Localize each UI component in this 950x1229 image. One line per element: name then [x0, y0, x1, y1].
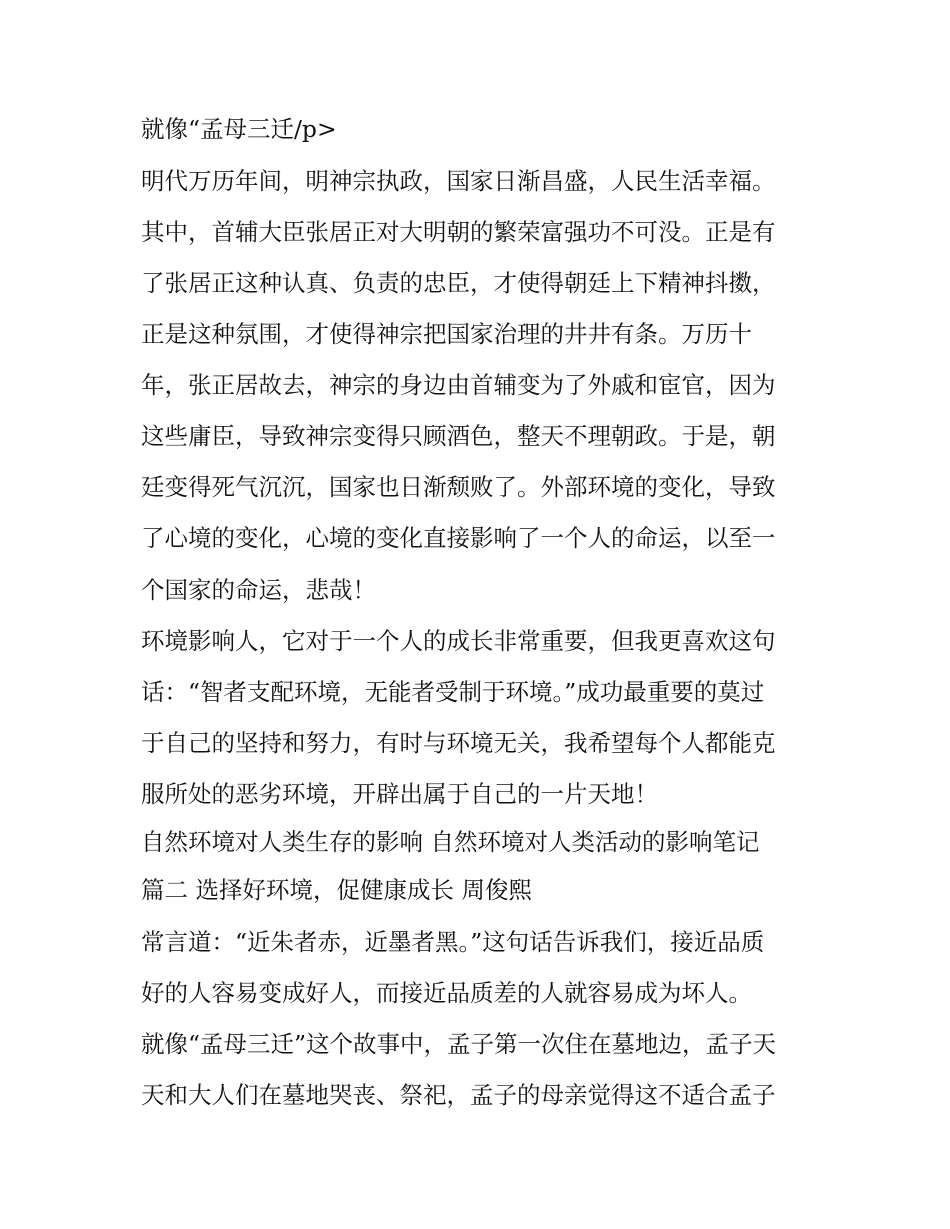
text-line-18: 好的人容易变成好人，而接近品质差的人就容易成为坏人。	[141, 979, 752, 1007]
text-line-2: 明代万历年间，明神宗执政，国家日渐昌盛，人民生活幸福。	[141, 167, 776, 195]
text-line-7: 这些庸臣，导致神宗变得只顾酒色，整天不理朝政。于是，朝	[141, 422, 776, 450]
text-line-10: 个国家的命运，悲哉！	[141, 576, 376, 604]
text-line-15: 自然环境对人类生存的影响 自然环境对人类活动的影响笔记	[141, 828, 760, 856]
text-line-6: 年，张正居故去，神宗的身边由首辅变为了外戚和宦官，因为	[141, 371, 776, 399]
text-line-16: 篇二 选择好环境，促健康成长 周俊熙	[141, 876, 532, 904]
text-line-13: 于自己的坚持和努力，有时与环境无关，我希望每个人都能克	[141, 729, 776, 757]
text-line-4: 了张居正这种认真、负责的忠臣，才使得朝廷上下精神抖擞，	[141, 269, 776, 297]
text-line-5: 正是这种氛围，才使得神宗把国家治理的井井有条。万历十	[141, 320, 752, 348]
text-line-9: 了心境的变化，心境的变化直接影响了一个人的命运，以至一	[141, 524, 776, 552]
text-line-17: 常言道：“近朱者赤，近墨者黑。”这句话告诉我们，接近品质	[141, 928, 765, 956]
text-line-19: 就像“孟母三迁”这个故事中，孟子第一次住在墓地边，孟子天	[141, 1030, 777, 1058]
text-line-8: 廷变得死气沉沉，国家也日渐颓败了。外部环境的变化，导致	[141, 473, 776, 501]
text-line-3: 其中，首辅大臣张居正对大明朝的繁荣富强功不可没。正是有	[141, 218, 776, 246]
text-line-12: 话：“智者支配环境，无能者受制于环境。”成功最重要的莫过	[141, 678, 765, 706]
text-line-14: 服所处的恶劣环境，开辟出属于自己的一片天地！	[141, 780, 658, 808]
text-line-11: 环境影响人，它对于一个人的成长非常重要，但我更喜欢这句	[141, 627, 776, 655]
text-line-1: 就像“孟母三迁/p>	[141, 115, 337, 143]
text-line-20: 天和大人们在墓地哭丧、祭祀，孟子的母亲觉得这不适合孟子	[141, 1081, 776, 1109]
